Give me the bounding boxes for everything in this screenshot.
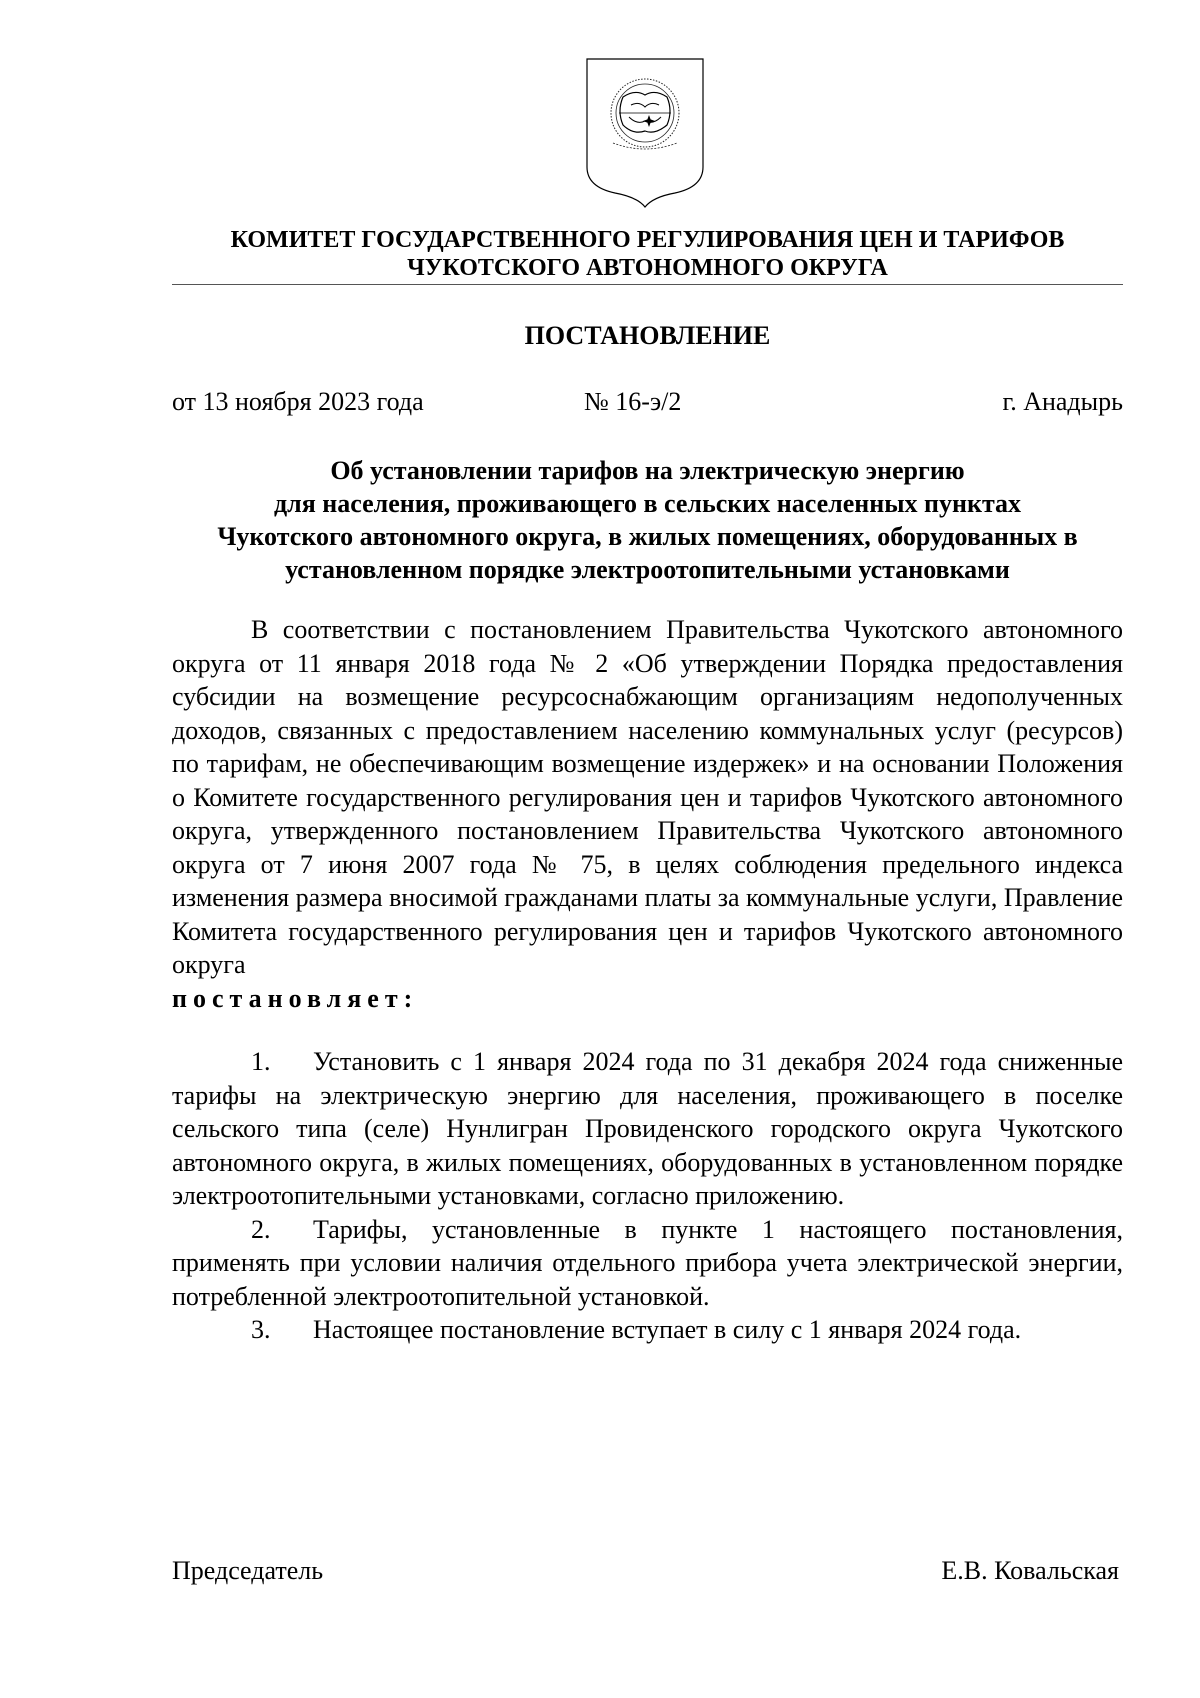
clause-text: Тарифы, установленные в пункте 1 настоящего постановления, применять при условии наличия отдельного прибора учета электрической энергии, потребленной электроотопительной установкой. [172,1214,1123,1311]
signatory-name: Е.В. Ковальская [941,1556,1119,1585]
committee-name-line1: КОМИТЕТ ГОСУДАРСТВЕННОГО РЕГУЛИРОВАНИЯ ЦЕН И ТАРИФОВ [230,227,1065,253]
document-title-line3: Чукотского автономного округа, в жилых помещениях, оборудованных в [217,522,1078,551]
document-body [172,613,1123,1347]
document-title-line4: установленном порядке электроотопительными установками [285,555,1010,584]
clause-number: 2. [251,1214,271,1244]
document-date: от 13 ноября 2023 года [172,387,424,416]
clause-text: Настоящее постановление вступает в силу с 1 января 2024 года. [313,1315,1022,1344]
clause-number: 3. [251,1315,271,1344]
document-type-heading: ПОСТАНОВЛЕНИЕ [524,321,771,350]
document-meta-row [172,386,1123,418]
clause-item [172,1213,1123,1314]
clause-number: 1. [251,1047,271,1076]
document-number: № 16-э/2 [584,387,682,416]
clause-item [172,1313,1123,1347]
committee-name [172,226,1123,285]
clause-item [172,1045,1123,1213]
document-title [172,454,1123,586]
clause-text: Установить с 1 января 2024 года по 31 декабря 2024 года сниженные тарифы на электрическую энергию для населения, проживающего в поселке сельского типа (селе) Нунлигран Провиденского городского округа Чукотского автономного округа, в жилых помещениях, оборудованных в установленном порядке электроотопительными установками, согласно приложению. [172,1047,1123,1210]
document-title-line2: для населения, проживающего в сельских населенных пунктах [273,489,1022,518]
document-city: г. Анадырь [1002,387,1123,416]
signature-block [172,1554,1123,1588]
document-title-line1: Об установлении тарифов на электрическую энергию [330,456,965,485]
coat-of-arms-emblem-icon [583,55,707,209]
signatory-role: Председатель [172,1556,324,1585]
committee-name-line2: ЧУКОТСКОГО АВТОНОМНОГО ОКРУГА [407,255,888,281]
preamble-paragraph: В соответствии с постановлением Правительства Чукотского автономного округа от 11 января 2018 года № 2 «Об утверждении Порядка предоставления субсидии на возмещение ресурсоснабжающим организациям недополученных доходов, связанных с предоставлением населению коммунальных услуг (ресурсов) по тарифам, не обеспечивающим возмещение издержек» и на основании Положения о Комитете государственного регулирования цен и тарифов Чукотского автономного округа, утвержденного постановлением Правительства Чукотского автономного округа от 7 июня 2007 года № 75, в целях соблюдения предельного индекса изменения размера вносимой гражданами платы за коммунальные услуги, Правление Комитета государственного регулирования цен и тарифов Чукотского автономного округа [172,615,1123,979]
resolves-heading: постановляет: [172,983,419,1013]
